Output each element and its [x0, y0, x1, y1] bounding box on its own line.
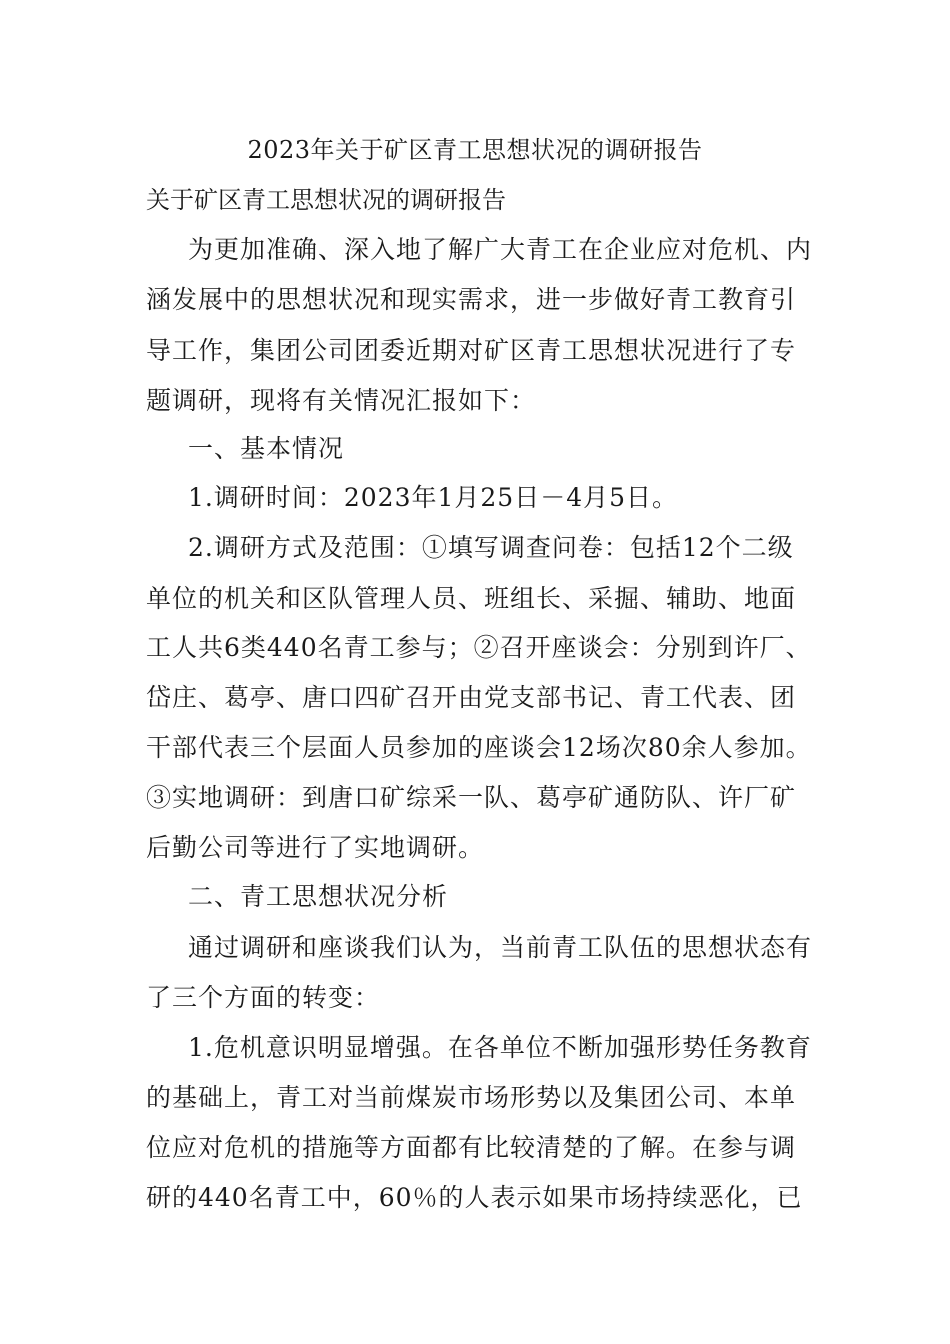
paragraph-line: 导工作，集团公司团委近期对矿区青工思想状况进行了专 [146, 336, 797, 365]
document-subtitle: 关于矿区青工思想状况的调研报告 [146, 186, 506, 214]
paragraph-line: 通过调研和座谈我们认为，当前青工队伍的思想状态有 [188, 933, 813, 962]
paragraph-line: 干部代表三个层面人员参加的座谈会12场次80余人参加。 [146, 733, 812, 762]
section-heading: 二、青工思想状况分析 [188, 882, 449, 911]
document-title: 2023年关于矿区青工思想状况的调研报告 [247, 136, 703, 164]
paragraph-line: 题调研，现将有关情况汇报如下： [146, 386, 537, 415]
paragraph-line: 后勤公司等进行了实地调研。 [146, 833, 485, 862]
paragraph-line: 岱庄、葛亭、唐口四矿召开由党支部书记、青工代表、团 [146, 683, 797, 712]
paragraph-line: ③实地调研：到唐口矿综采一队、葛亭矿通防队、许厂矿 [146, 783, 797, 812]
paragraph-line: 1.调研时间：2023年1月25日－4月5日。 [188, 483, 679, 512]
paragraph-line: 工人共6类440名青工参与；②召开座谈会：分别到许厂、 [146, 633, 812, 662]
paragraph-line: 涵发展中的思想状况和现实需求，进一步做好青工教育引 [146, 285, 797, 314]
paragraph-line: 1.危机意识明显增强。在各单位不断加强形势任务教育 [188, 1033, 812, 1062]
paragraph-line: 了三个方面的转变： [146, 983, 381, 1012]
paragraph-line: 位应对危机的措施等方面都有比较清楚的了解。在参与调 [146, 1133, 797, 1162]
paragraph-line: 的基础上，青工对当前煤炭市场形势以及集团公司、本单 [146, 1083, 797, 1112]
section-heading: 一、基本情况 [188, 434, 345, 463]
paragraph-line: 2.调研方式及范围：①填写调查问卷：包括12个二级 [188, 533, 794, 562]
paragraph-line: 单位的机关和区队管理人员、班组长、采掘、辅助、地面 [146, 584, 797, 613]
paragraph-line: 研的440名青工中，60％的人表示如果市场持续恶化，已 [146, 1183, 803, 1212]
paragraph-line: 为更加准确、深入地了解广大青工在企业应对危机、内 [188, 235, 813, 264]
